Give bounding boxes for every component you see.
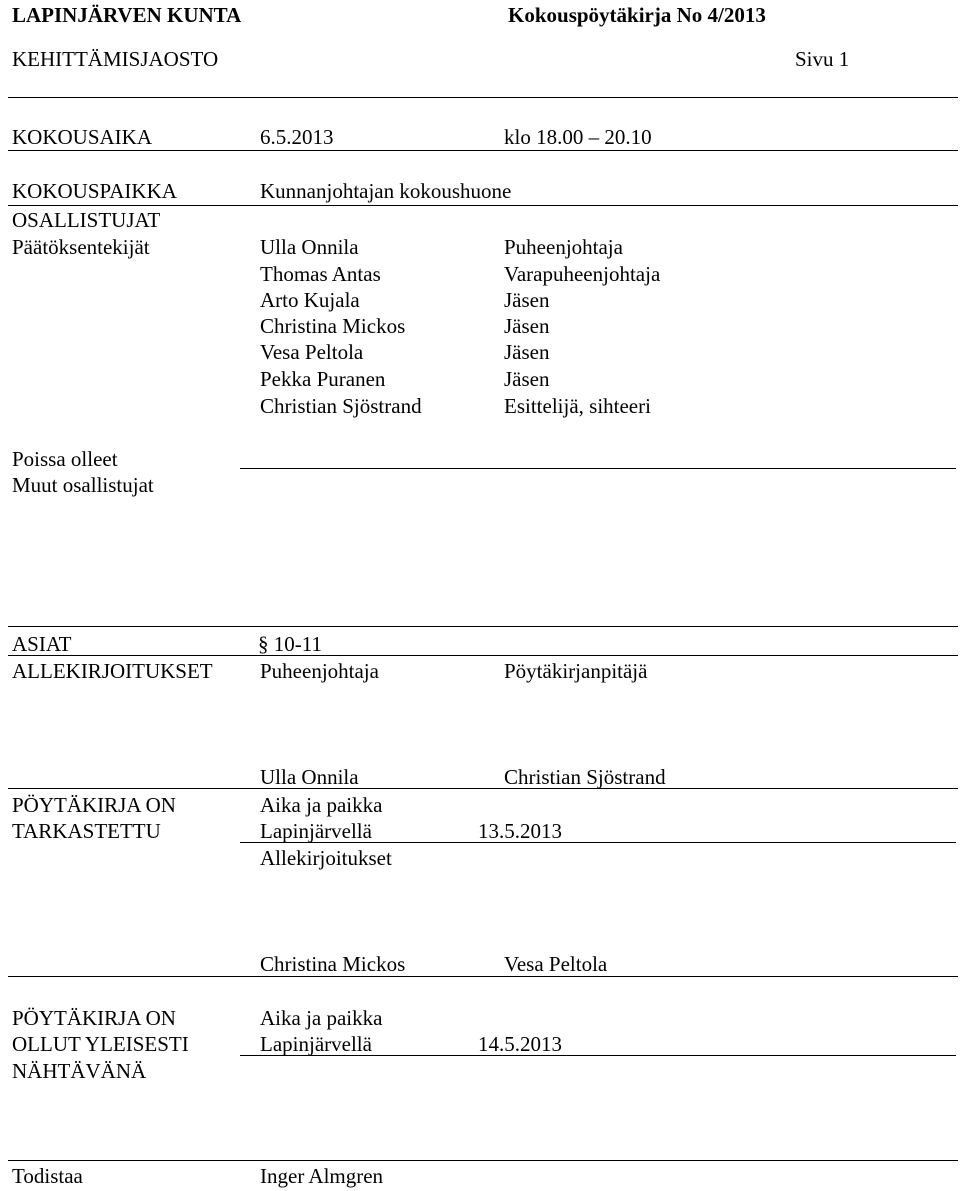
- member-name: Ulla Onnila: [260, 235, 359, 259]
- participants-label: OSALLISTUJAT: [12, 208, 161, 232]
- secretary-name: Christian Sjöstrand: [504, 765, 666, 789]
- meeting-place: Kunnanjohtajan kokoushuone: [260, 179, 512, 203]
- chair-name: Ulla Onnila: [260, 765, 359, 789]
- checked-signatures-label: Allekirjoitukset: [260, 846, 392, 870]
- public-date: 14.5.2013: [478, 1032, 562, 1056]
- member-role: Puheenjohtaja: [504, 235, 623, 259]
- page-number: Sivu 1: [795, 47, 850, 71]
- municipality-name: LAPINJÄRVEN KUNTA: [12, 3, 242, 27]
- public-label-line3: NÄHTÄVÄNÄ: [12, 1059, 147, 1083]
- items-divider: [8, 626, 958, 627]
- certify-divider: [8, 1160, 958, 1161]
- member-name: Vesa Peltola: [260, 340, 364, 364]
- member-role: Jäsen: [504, 367, 550, 391]
- checked-label-line1: PÖYTÄKIRJA ON: [12, 793, 176, 817]
- checked-divider: [8, 788, 958, 789]
- others-label: Muut osallistujat: [12, 473, 154, 497]
- member-name: Christina Mickos: [260, 314, 406, 338]
- meeting-place-label: KOKOUSPAIKKA: [12, 179, 177, 203]
- meeting-time-divider: [8, 150, 958, 151]
- public-label-line1: PÖYTÄKIRJA ON: [12, 1006, 176, 1030]
- checked-label-line2: TARKASTETTU: [12, 819, 161, 843]
- certify-name: Inger Almgren: [260, 1164, 384, 1188]
- meeting-place-divider: [8, 205, 958, 206]
- member-name: Christian Sjöstrand: [260, 394, 422, 418]
- checked-date: 13.5.2013: [478, 819, 562, 843]
- public-place-line: [240, 1055, 956, 1056]
- checked-place: Lapinjärvellä: [260, 819, 372, 843]
- absent-label: Poissa olleet: [12, 447, 118, 471]
- public-divider: [8, 976, 958, 977]
- checker-name: Vesa Peltola: [504, 952, 608, 976]
- member-role: Varapuheenjohtaja: [504, 262, 661, 286]
- items-label: ASIAT: [12, 632, 72, 656]
- public-place: Lapinjärvellä: [260, 1032, 372, 1056]
- header-divider: [8, 97, 958, 98]
- public-label-line2: OLLUT YLEISESTI: [12, 1032, 189, 1056]
- member-role: Jäsen: [504, 340, 550, 364]
- checked-time-place-label: Aika ja paikka: [260, 793, 383, 817]
- member-role: Esittelijä, sihteeri: [504, 394, 651, 418]
- committee-name: KEHITTÄMISJAOSTO: [12, 47, 219, 71]
- document-title: Kokouspöytäkirja No 4/2013: [508, 3, 766, 27]
- absent-line: [240, 468, 956, 469]
- items-sections: § 10-11: [258, 632, 322, 656]
- chair-role: Puheenjohtaja: [260, 659, 379, 683]
- public-time-place-label: Aika ja paikka: [260, 1006, 383, 1030]
- signatures-divider: [8, 655, 958, 656]
- meeting-hours: klo 18.00 – 20.10: [504, 125, 652, 149]
- meeting-date: 6.5.2013: [260, 125, 334, 149]
- checker-name: Christina Mickos: [260, 952, 406, 976]
- meeting-time-label: KOKOUSAIKA: [12, 125, 152, 149]
- member-name: Thomas Antas: [260, 262, 381, 286]
- member-name: Pekka Puranen: [260, 367, 386, 391]
- member-role: Jäsen: [504, 314, 550, 338]
- signatures-label: ALLEKIRJOITUKSET: [12, 659, 213, 683]
- secretary-role: Pöytäkirjanpitäjä: [504, 659, 648, 683]
- member-name: Arto Kujala: [260, 288, 360, 312]
- certify-label: Todistaa: [12, 1164, 83, 1188]
- deciders-label: Päätöksentekijät: [12, 235, 150, 259]
- member-role: Jäsen: [504, 288, 550, 312]
- checked-place-line: [240, 842, 956, 843]
